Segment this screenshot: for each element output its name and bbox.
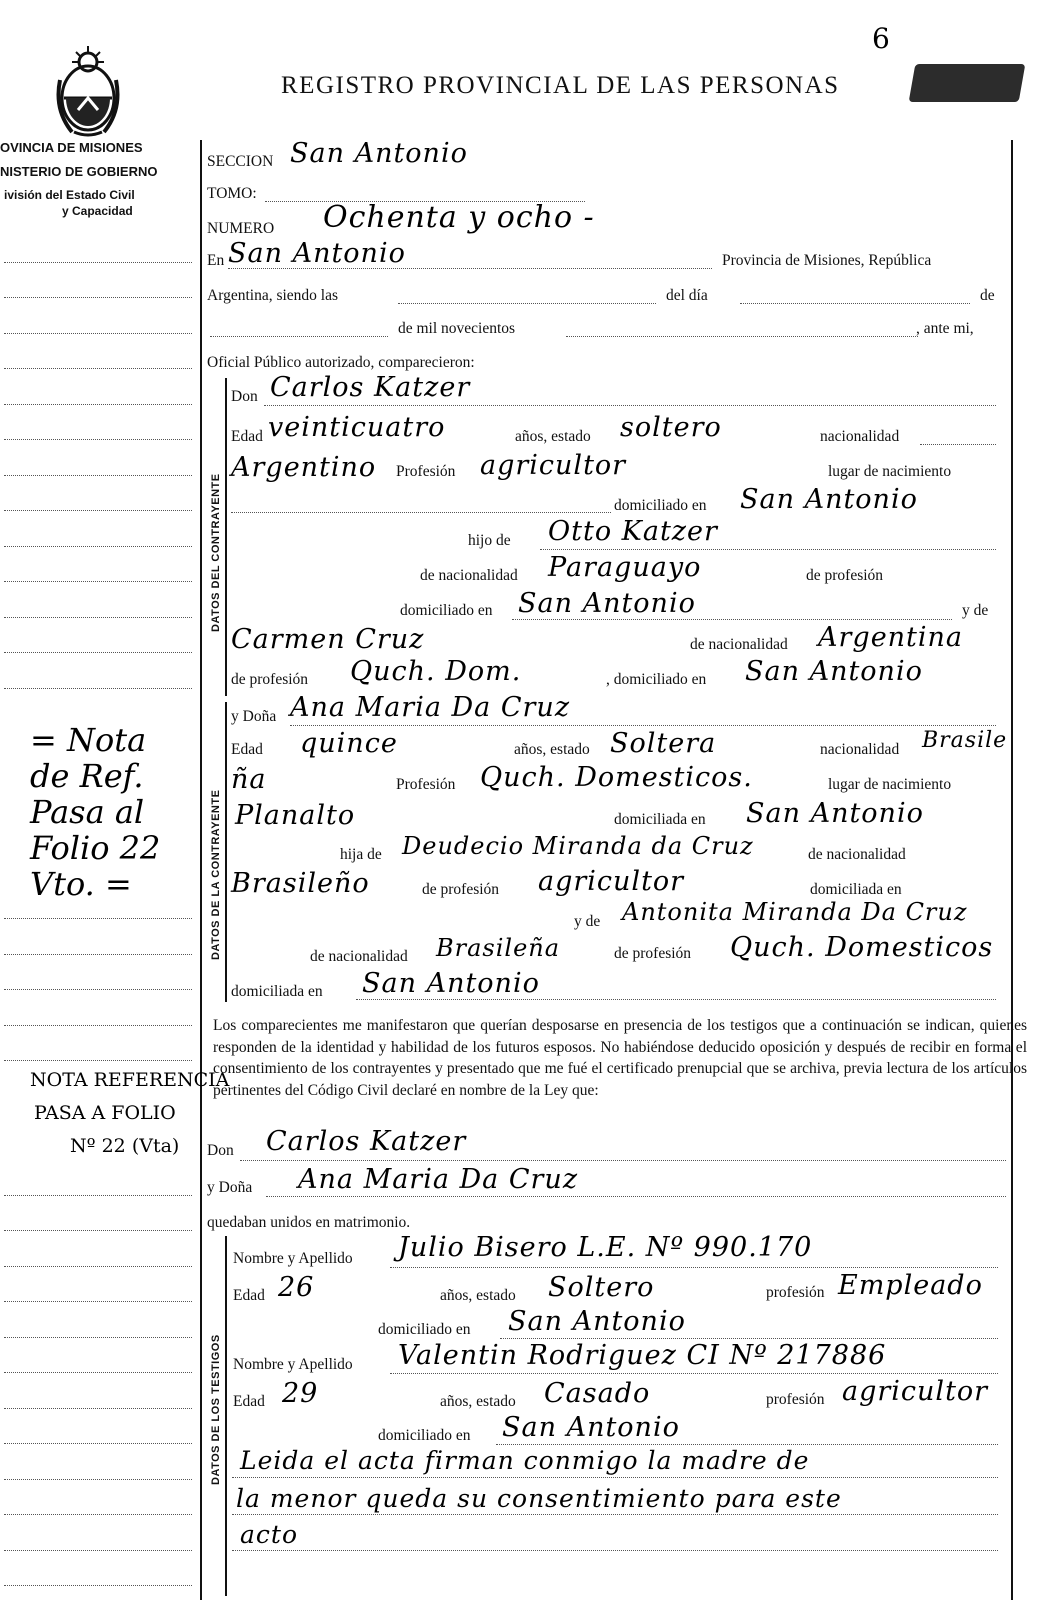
left-rule [4, 1230, 192, 1231]
left-rule [4, 1585, 192, 1586]
left-rule [4, 1514, 192, 1515]
contrayenta-profesion-label: Profesión [396, 776, 456, 793]
contrayenta-madre-dom-label: domiciliada en [231, 983, 323, 1000]
contrayenta-lugar: Planalto [235, 800, 356, 831]
contrayenta-bracket [225, 702, 227, 1002]
madre-dom-label: , domiciliado en [606, 671, 707, 688]
left-rule [4, 1266, 192, 1267]
line2-b: del día [666, 287, 708, 304]
tomo-label: TOMO: [207, 185, 257, 202]
contrayenta-madre: Antonita Miranda Da Cruz [622, 898, 968, 926]
nota-line-2: la menor queda su consentimiento para este [236, 1484, 842, 1513]
en-value: San Antonio [228, 238, 406, 269]
left-rule [4, 1479, 192, 1480]
hija-label: hija de [340, 846, 382, 863]
line4: Oficial Público autorizado, comparecieron: [207, 354, 475, 371]
anos-estado-label: años, estado [515, 428, 591, 445]
decl-dona-label: y Doña [207, 1179, 253, 1196]
left-rule [4, 1195, 192, 1196]
left-rule [4, 1443, 192, 1444]
contrayenta-anos-estado: años, estado [514, 741, 590, 758]
seccion-label: SECCION [207, 153, 274, 170]
ministry-name: NISTERIO DE GOBIERNO [0, 164, 158, 179]
contrayenta-dom-label: domiciliada en [614, 811, 706, 828]
left-rule [4, 297, 192, 298]
left-rule [4, 918, 192, 919]
profesion-label: Profesión [396, 463, 456, 480]
contrayenta-domicilio: San Antonio [746, 798, 924, 829]
contrayente-edad: veinticuatro [268, 412, 446, 443]
hijo-label: hijo de [468, 532, 511, 549]
lugar-label: lugar de nacimiento [828, 463, 952, 480]
y-de-label: y de [962, 602, 989, 619]
padre-nac-label: de nacionalidad [420, 567, 518, 584]
contrayenta-lugar-label: lugar de nacimiento [828, 776, 952, 793]
contrayenta-nacionalidad-b: ña [231, 764, 267, 795]
margin-note-2: NOTA REFERENCIA PASA A FOLIO Nº 22 (Vta) [30, 1069, 230, 1157]
t1-nombre-label: Nombre y Apellido [233, 1250, 353, 1267]
contrayenta-madre-nac: Brasileña [436, 934, 561, 962]
contrayenta-madre-prof: Quch. Domesticos [730, 932, 994, 963]
numero-value: Ochenta y ocho - [323, 200, 595, 235]
left-rule [4, 439, 192, 440]
contrayenta-padre-prof-label: de profesión [422, 881, 500, 898]
dona-label: y Doña [231, 708, 277, 725]
province-name: OVINCIA DE MISIONES [0, 140, 143, 155]
t2-profesion: agricultor [842, 1376, 989, 1407]
coat-of-arms-icon [52, 40, 124, 138]
contrayenta-profesion: Quch. Domesticos. [480, 762, 753, 793]
madre-nacionalidad: Argentina [818, 622, 964, 653]
page-number: 6 [872, 22, 891, 55]
contrayenta-estado: Soltera [610, 728, 717, 759]
nota-line-1: Leida el acta firman conmigo la madre de [240, 1446, 810, 1475]
nacionalidad-label: nacionalidad [820, 428, 900, 445]
document-title: REGISTRO PROVINCIAL DE LAS PERSONAS [281, 72, 840, 99]
t2-dom-label: domiciliado en [378, 1427, 471, 1444]
t2-dom: San Antonio [502, 1412, 680, 1443]
line2-c: de [980, 287, 995, 304]
padre-nacionalidad: Paraguayo [548, 552, 702, 583]
left-rule [4, 546, 192, 547]
left-column-border [200, 140, 202, 1600]
t1-estado: Soltero [548, 1272, 655, 1303]
contrayenta-padre-nac: Brasileño [231, 868, 370, 899]
t1-profesion: Empleado [838, 1270, 983, 1301]
left-rule [4, 404, 192, 405]
decl-don-label: Don [207, 1142, 234, 1159]
padre-domicilio: San Antonio [518, 588, 696, 619]
t2-nombre: Valentin Rodriguez CI Nº 217886 [398, 1340, 887, 1371]
en-label: En [207, 252, 225, 269]
left-rule [4, 333, 192, 334]
contrayenta-y-de: y de [574, 913, 601, 930]
division-name-2: y Capacidad [62, 204, 133, 218]
contrayenta-madre-nac-label: de nacionalidad [310, 948, 408, 965]
madre-prof-label: de profesión [231, 671, 309, 688]
left-rule [4, 1025, 192, 1026]
contrayenta-madre-dom: San Antonio [362, 968, 540, 999]
t1-nombre: Julio Bisero L.E. Nº 990.170 [398, 1232, 813, 1263]
left-rule [4, 954, 192, 955]
left-rule [4, 1060, 192, 1061]
t1-anos-estado: años, estado [440, 1287, 516, 1304]
t1-edad: 26 [278, 1272, 315, 1303]
left-rule [4, 475, 192, 476]
left-rule [4, 1550, 192, 1551]
decl-dona: Ana Maria Da Cruz [298, 1164, 579, 1195]
left-rule [4, 652, 192, 653]
stamp-mark [909, 64, 1026, 102]
t2-edad: 29 [282, 1378, 319, 1409]
domiciliado-label: domiciliado en [614, 497, 707, 514]
left-rule [4, 368, 192, 369]
line3-b: , ante mi, [916, 320, 974, 337]
contrayente-domicilio: San Antonio [740, 484, 918, 515]
don-label: Don [231, 388, 258, 405]
side-label-contrayenta: DATOS DE LA CONTRAYENTE [210, 789, 222, 960]
left-rule [4, 1408, 192, 1409]
contrayente-name: Carlos Katzer [270, 372, 471, 403]
contrayenta-nac-label: nacionalidad [820, 741, 900, 758]
left-rule [4, 1372, 192, 1373]
t2-nombre-label: Nombre y Apellido [233, 1356, 353, 1373]
margin-note-1: = Nota de Ref. Pasa al Folio 22 Vto. = [30, 721, 161, 903]
t2-edad-label: Edad [233, 1393, 265, 1410]
contrayenta-padre-prof: agricultor [538, 866, 685, 897]
left-rule [4, 262, 192, 263]
decl-closing: quedaban unidos en matrimonio. [207, 1214, 411, 1231]
left-rule [4, 989, 192, 990]
line3-a: de mil novecientos [398, 320, 516, 337]
testigos-bracket [225, 1236, 227, 1596]
left-rule [4, 581, 192, 582]
padre-prof-label: de profesión [806, 567, 884, 584]
seccion-value: San Antonio [290, 138, 468, 169]
contrayenta-padre-dom-label: domiciliada en [810, 881, 902, 898]
contrayenta-nacionalidad-a: Brasile [922, 728, 1008, 753]
contrayenta-madre-prof-label: de profesión [614, 945, 692, 962]
madre-name: Carmen Cruz [231, 624, 425, 655]
nota-line-3: acto [240, 1520, 299, 1549]
madre-domicilio: San Antonio [745, 656, 923, 687]
t2-anos-estado: años, estado [440, 1393, 516, 1410]
t1-dom: San Antonio [508, 1306, 686, 1337]
t2-profesion-label: profesión [766, 1391, 825, 1408]
right-border [1011, 140, 1013, 1600]
edad-label: Edad [231, 428, 263, 445]
side-label-testigos: DATOS DE LOS TESTIGOS [210, 1334, 222, 1485]
t2-estado: Casado [544, 1378, 651, 1409]
division-name: ivisión del Estado Civil [4, 188, 135, 202]
left-rule [4, 688, 192, 689]
left-rule [4, 617, 192, 618]
contrayente-bracket [225, 378, 227, 696]
decl-don: Carlos Katzer [266, 1126, 467, 1157]
madre-nac-label: de nacionalidad [690, 636, 788, 653]
contrayenta-padre: Deudecio Miranda da Cruz [402, 832, 754, 860]
numero-label: NUMERO [207, 220, 275, 237]
provincia-label: Provincia de Misiones, República [722, 252, 932, 269]
contrayente-estado: soltero [620, 412, 722, 443]
left-rule [4, 510, 192, 511]
contrayente-profesion: agricultor [480, 450, 627, 481]
line2-a: Argentina, siendo las [207, 287, 339, 304]
contrayenta-name: Ana Maria Da Cruz [290, 692, 571, 723]
t1-profesion-label: profesión [766, 1284, 825, 1301]
t1-edad-label: Edad [233, 1287, 265, 1304]
padre-name: Otto Katzer [548, 516, 718, 547]
declaration-paragraph: Los comparecientes me manifestaron que querían desposarse en presencia de los testigos que a continuación se indican, quienes responden de la identidad y habilidad de los futuros esposos. No habiéndose deducido oposición y después de recibir en forma el consentimiento de los contrayentes y presentado que me fué el certificado prenupcial que se archiva, previa lectura de los artículos pertinentes del Código Civil declaré en nombre de la Ley que: [213, 1017, 1027, 1099]
t1-dom-label: domiciliado en [378, 1321, 471, 1338]
contrayente-nacionalidad: Argentino [231, 452, 377, 483]
contrayenta-edad-label: Edad [231, 741, 263, 758]
left-rule [4, 1301, 192, 1302]
madre-profesion: Quch. Dom. [350, 656, 522, 687]
contrayenta-padre-nac-label: de nacionalidad [808, 846, 906, 863]
left-rule [4, 1337, 192, 1338]
contrayenta-edad: quince [300, 728, 398, 759]
padre-dom-label: domiciliado en [400, 602, 493, 619]
side-label-contrayente: DATOS DEL CONTRAYENTE [210, 473, 222, 632]
